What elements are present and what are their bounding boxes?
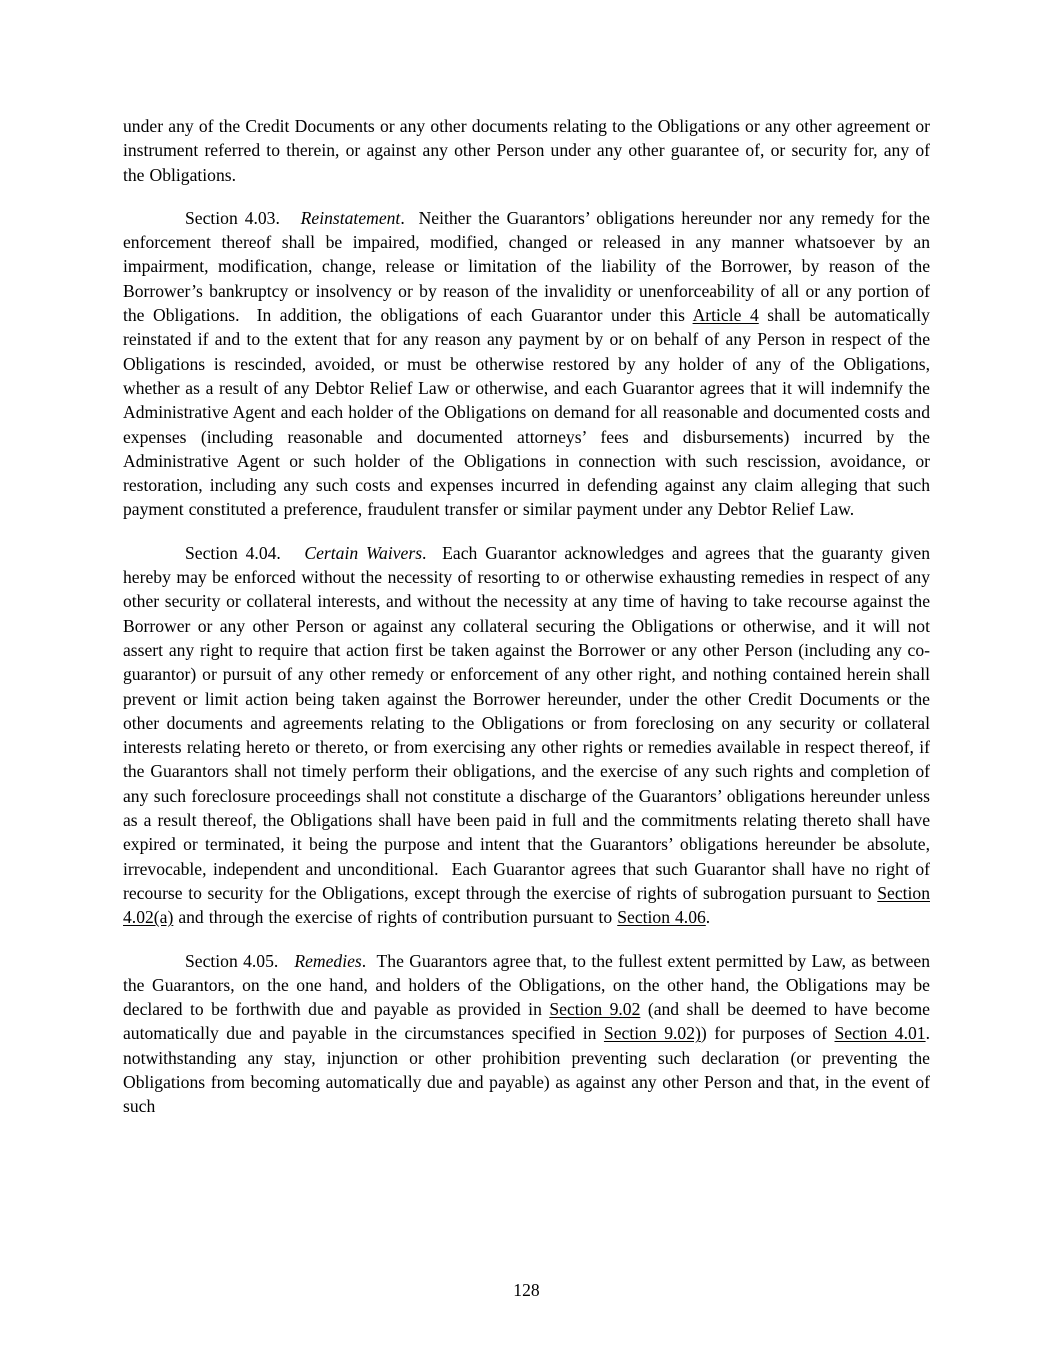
section-reference: Section 9.02) bbox=[603, 1023, 701, 1044]
text-run: . Neither the Guarantors’ obligations hereunder nor any remedy for the enforcement thereof shall be impaired, modified, changed or released in any manner whatsoever by an impairment, modification, change, release or limitation of the liability of the Borrower, by reason of the Borrower’s bankruptcy or insolvency or by reason of the invalidity or unenforceability of all or any portion of the Obligations. In addition, the obligations of each Guarantor under this bbox=[123, 207, 930, 326]
text-run: Section 4.05. bbox=[185, 950, 295, 971]
paragraph-section-4-04 bbox=[123, 541, 930, 930]
paragraph-continuation bbox=[123, 114, 930, 187]
document-body bbox=[123, 114, 930, 1138]
italic-text-run: Remedies bbox=[294, 950, 362, 971]
text-run: ) for purposes of bbox=[700, 1023, 835, 1044]
text-run: . Each Guarantor acknowledges and agrees that the guaranty given hereby may be enforced without the necessity of resorting to or otherwise exhausting remedies in respect of any other security or collateral interests, and without the necessity at any time of having to take recourse against the Borrower or any other Person or against any collateral securing the Obligations or otherwise, and it will not assert any right to require that action first be taken against the Borrower or any other Person (including any co-guarantor) or pursuit of any other remedy or enforcement of any other right, and nothing contained herein shall prevent or limit action being taken against the Borrower hereunder, under the other Credit Documents or the other documents and agreements relating to the Obligations or from foreclosing on any security or collateral interests relating hereto or thereto, or from exercising any other rights or remedies available in respect thereof, if the Guarantors shall not timely perform their obligations, and the exercise of any such rights and completion of any such foreclosure proceedings shall not constitute a discharge of the Guarantors’ obligations hereunder unless as a result thereof, the Obligations shall have been paid in full and the commitments relating thereto shall have expired or terminated, it being the purpose and intent that the Guarantors’ obligations hereunder be absolute, irrevocable, independent and unconditional. Each Guarantor agrees that such Guarantor shall have no right of recourse to security for the Obligations, except through the exercise of rights of subrogation pursuant to bbox=[123, 542, 930, 903]
text-run: . notwithstanding any stay, injunction or other prohibition preventing such declaration (or preventing the Obligations from becoming automatically due and payable) as against any other Person and that, in the event of such bbox=[123, 1023, 930, 1117]
text-run: (and shall be deemed to have become automatically due and payable in the circumstances specified in bbox=[123, 999, 930, 1044]
section-reference: Section 4.06 bbox=[617, 907, 706, 928]
section-reference: Section 4.01 bbox=[834, 1023, 926, 1044]
paragraph-section-4-03 bbox=[123, 206, 930, 522]
text-run: Section 4.03. bbox=[185, 207, 301, 228]
text-run: . The Guarantors agree that, to the fullest extent permitted by Law, as between the Guarantors, on the one hand, and holders of the Obligations, on the other hand, the Obligations may be declared to be forthwith due and payable as provided in bbox=[123, 950, 930, 1020]
text-run: shall be automatically reinstated if and to the extent that for any reason any payment by or on behalf of any Person in respect of the Obligations is rescinded, avoided, or must be otherwise restored by any holder of any of the Obligations, whether as a result of any Debtor Relief Law or otherwise, and each Guarantor agrees that it will indemnify the Administrative Agent and each holder of the Obligations on demand for all reasonable and documented costs and expenses (including reasonable and documented attorneys’ fees and disbursements) incurred by the Administrative Agent or such holder of the Obligations in connection with such rescission, avoidance, or restoration, including any such costs and expenses incurred in defending against any claim alleging that such payment constituted a preference, fraudulent transfer or similar payment under any Debtor Relief Law. bbox=[123, 305, 930, 520]
text-run: and through the exercise of rights of contribution pursuant to bbox=[173, 907, 618, 928]
section-reference: Section 4.02(a) bbox=[123, 882, 930, 928]
section-reference: Article 4 bbox=[692, 305, 759, 326]
page-number: 128 bbox=[513, 1280, 540, 1300]
text-run: under any of the Credit Documents or any other documents relating to the Obligations or any other agreement or instrument referred to therein, or against any other Person under any other guarantee of, or security for, any of the Obligations. bbox=[123, 116, 930, 185]
text-run: . bbox=[705, 907, 711, 928]
italic-text-run: Reinstatement bbox=[300, 207, 401, 228]
paragraph-section-4-05 bbox=[123, 949, 930, 1119]
section-reference: Section 9.02 bbox=[549, 999, 641, 1020]
italic-text-run: Certain Waivers bbox=[304, 542, 423, 563]
text-run: Section 4.04. bbox=[185, 542, 305, 563]
